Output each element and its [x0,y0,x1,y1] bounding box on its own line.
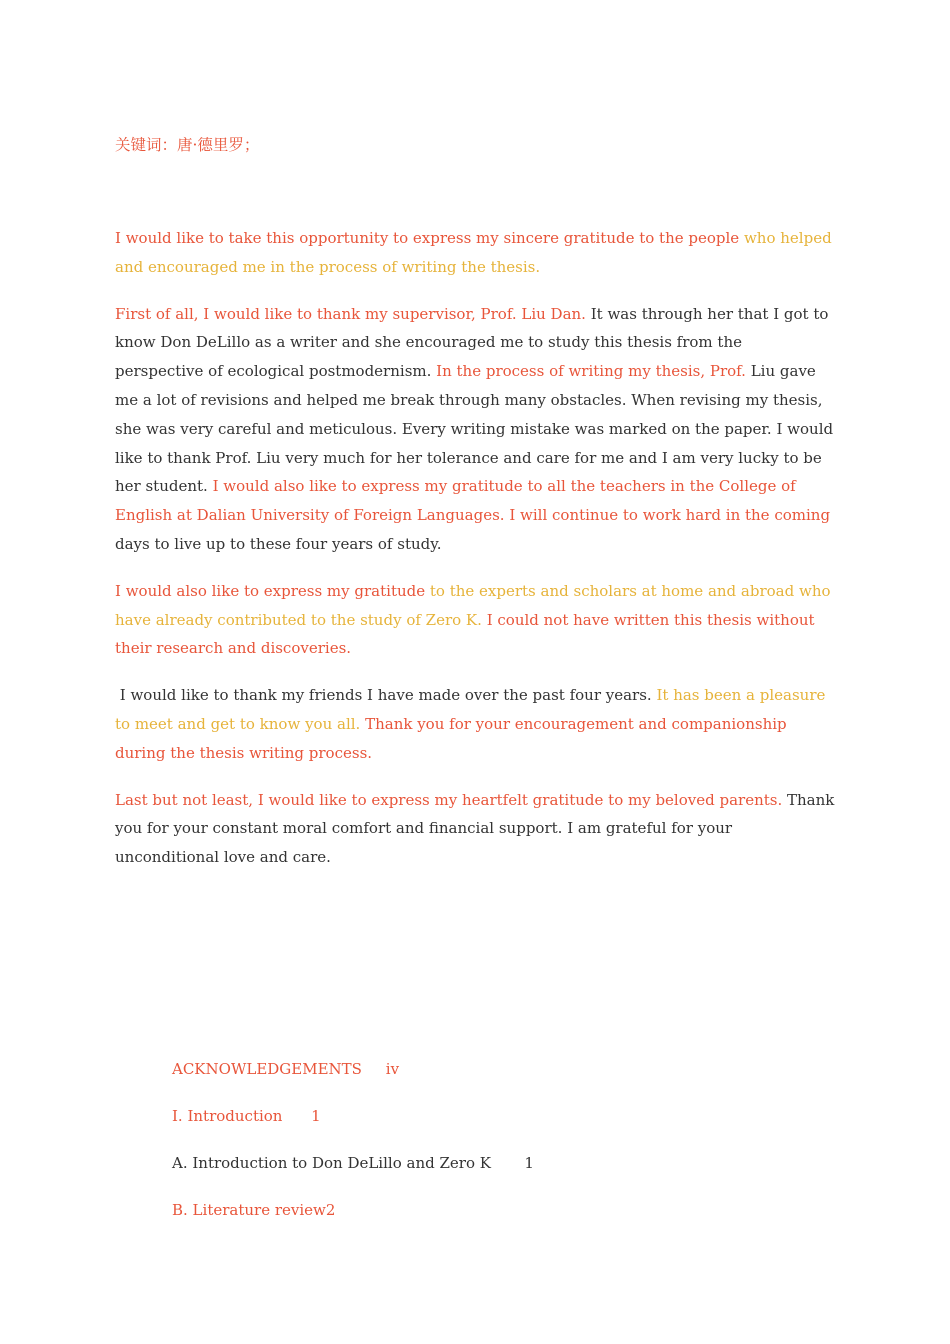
text-run: It was through her that I got to know Don DeLillo as a writer and she encouraged me to study this thesis from the perspective of ecological postmodernism. [115,304,829,381]
text-run: Liu gave me a lot of revisions and helped me break through many obstacles. When revising my thesis, she was very careful and meticulous. Every writing mistake was marked on the paper. I would like to thank Prof. Liu very much for her tolerance and care for me and I am very lucky to be her student. [115,362,834,496]
text-run: Thank you for your constant moral comfort and financial support. I am grateful for your unconditional love and care. [115,790,835,867]
acknowledgements-body [115,224,835,890]
ack-paragraph-4 [115,681,835,767]
text-run: Last but not least, I would like to express my heartfelt gratitude to my beloved parents. [115,790,783,809]
text-run: It has been a pleasure to meet and get to know you all. [115,686,826,733]
text-run: I would also like to express my gratitude to all the teachers in the College of English at Dalian University of Foreign Languages. I will continue to work hard in the coming [115,477,831,525]
keywords-line: 关键词：唐·德里罗； [115,136,260,154]
text-run: days to live up to these four years of study. [115,534,442,553]
ack-paragraph-1 [115,224,835,282]
toc-entry-intro-delillo[interactable]: A. Introduction to Don DeLillo and Zero K 1 [172,1154,534,1172]
ack-paragraph-5 [115,786,835,872]
toc-entry-literature-review[interactable]: B. Literature review2 [172,1201,336,1219]
text-run: who helped and encouraged me in the process of writing the thesis. [115,229,832,276]
text-run: Thank you for your encouragement and companionship during the thesis writing process. [115,714,787,762]
ack-paragraph-3 [115,577,835,663]
toc-entry-introduction[interactable]: I. Introduction 1 [172,1107,321,1125]
text-run: I could not have written this thesis without their research and discoveries. [115,610,815,658]
toc-entry-acknowledgements[interactable]: ACKNOWLEDGEMENTS iv [172,1060,400,1078]
text-run: First of all, I would like to thank my supervisor, Prof. Liu Dan. [115,304,586,323]
text-run: to the experts and scholars at home and abroad who have already contributed to the study of Zero K. [115,581,831,629]
text-run: I would like to take this opportunity to express my sincere gratitude to the people [115,229,744,247]
ack-paragraph-2 [115,300,835,559]
text-run: I would also like to express my gratitude [115,581,426,600]
text-run: In the process of writing my thesis, Prof. [436,362,746,381]
text-run: I would like to thank my friends I have made over the past four years. [115,686,657,705]
